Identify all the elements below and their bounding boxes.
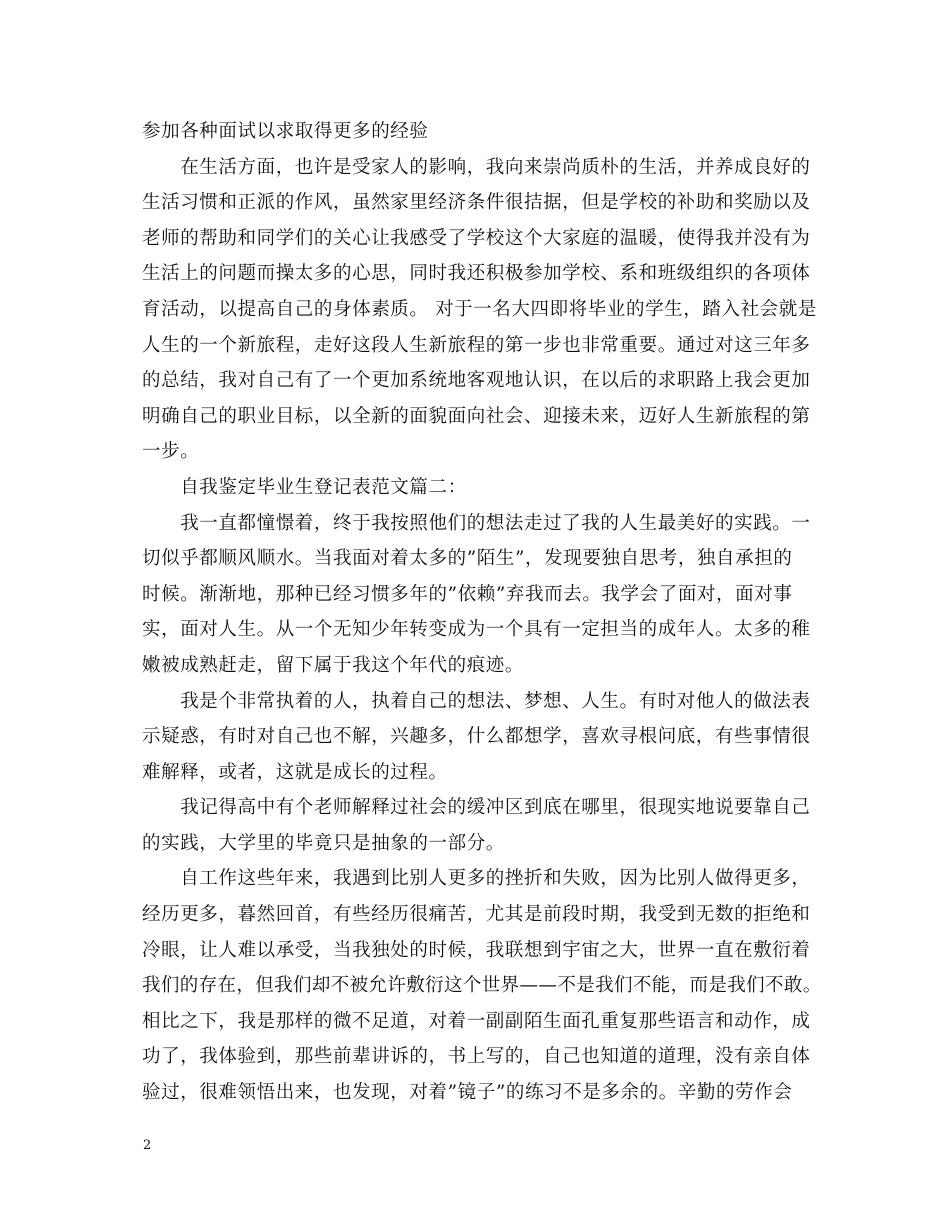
text-line: 人生的一个新旅程，走好这段人生新旅程的第一步也非常重要。通过对这三年多 — [142, 334, 811, 356]
text-line: 明确自己的职业目标，以全新的面貌面向社会、迎接未来，迈好人生新旅程的第 — [142, 405, 811, 427]
text-line: 在生活方面，也许是受家人的影响，我向来崇尚质朴的生活，并养成良好的 — [142, 156, 811, 178]
text-line: 老师的帮助和同学们的关心让我感受了学校这个大家庭的温暖，使得我并没有为 — [142, 227, 811, 249]
text-line: 嫩被成熟赶走，留下属于我这个年代的痕迹。 — [142, 654, 525, 676]
text-line: 切似乎都顺风顺水。当我面对着太多的”陌生”，发现要独自思考，独自承担的 — [142, 548, 793, 570]
text-line: 难解释，或者，这就是成长的过程。 — [142, 761, 448, 783]
body-text — [142, 114, 822, 1111]
text-line: 我一直都憧憬着，终于我按照他们的想法走过了我的人生最美好的实践。一 — [142, 512, 811, 534]
text-line: 自工作这些年来，我遇到比别人更多的挫折和失败，因为比别人做得更多， — [142, 868, 811, 890]
text-line: 时候。渐渐地，那种已经习惯多年的”依赖”弃我而去。我学会了面对，面对事 — [142, 583, 793, 605]
text-line: 的总结，我对自己有了一个更加系统地客观地认识，在以后的求职路上我会更加 — [142, 370, 811, 392]
text-line: 参加各种面试以求取得更多的经验 — [142, 121, 429, 142]
text-line: 验过，很难领悟出来，也发现，对着”镜子”的练习不是多余的。辛勤的劳作会 — [142, 1082, 793, 1104]
text-line: 示疑惑，有时对自己也不解，兴趣多，什么都想学，喜欢寻根问底，有些事情很 — [142, 726, 811, 748]
text-line: 实，面对人生。从一个无知少年转变成为一个具有一定担当的成年人。太多的稚 — [142, 619, 811, 641]
text-line: 自我鉴定毕业生登记表范文篇二： — [142, 476, 467, 498]
text-line: 相比之下，我是那样的微不足道，对着一副副陌生面孔重复那些语言和动作，成 — [142, 1010, 811, 1032]
text-line: 生活上的问题而操太多的心思，同时我还积极参加学校、系和班级组织的各项体 — [142, 263, 811, 285]
text-line: 功了，我体验到，那些前辈讲诉的，书上写的，自己也知道的道理，没有亲自体 — [142, 1046, 811, 1068]
text-line: 育活动，以提高自己的身体素质。 对于一名大四即将毕业的学生，踏入社会就是 — [142, 298, 817, 320]
text-line: 我们的存在，但我们却不被允许敷衍这个世界——不是我们不能，而是我们不敢。 — [142, 975, 822, 997]
text-line: 我是个非常执着的人，执着自己的想法、梦想、人生。有时对他人的做法表 — [142, 690, 811, 712]
text-line: 的实践，大学里的毕竟只是抽象的一部分。 — [142, 832, 505, 854]
text-line: 一步。 — [142, 441, 200, 463]
page-number: 2 — [143, 1138, 152, 1153]
text-line: 生活习惯和正派的作风，虽然家里经济条件很拮据，但是学校的补助和奖励以及 — [142, 192, 811, 214]
text-line: 冷眼，让人难以承受，当我独处的时候，我联想到宇宙之大，世界一直在敷衍着 — [142, 939, 811, 961]
text-line: 经历更多，暮然回首，有些经历很痛苦，尤其是前段时期，我受到无数的拒绝和 — [142, 904, 811, 926]
text-line: 我记得高中有个老师解释过社会的缓冲区到底在哪里，很现实地说要靠自己 — [142, 797, 811, 819]
